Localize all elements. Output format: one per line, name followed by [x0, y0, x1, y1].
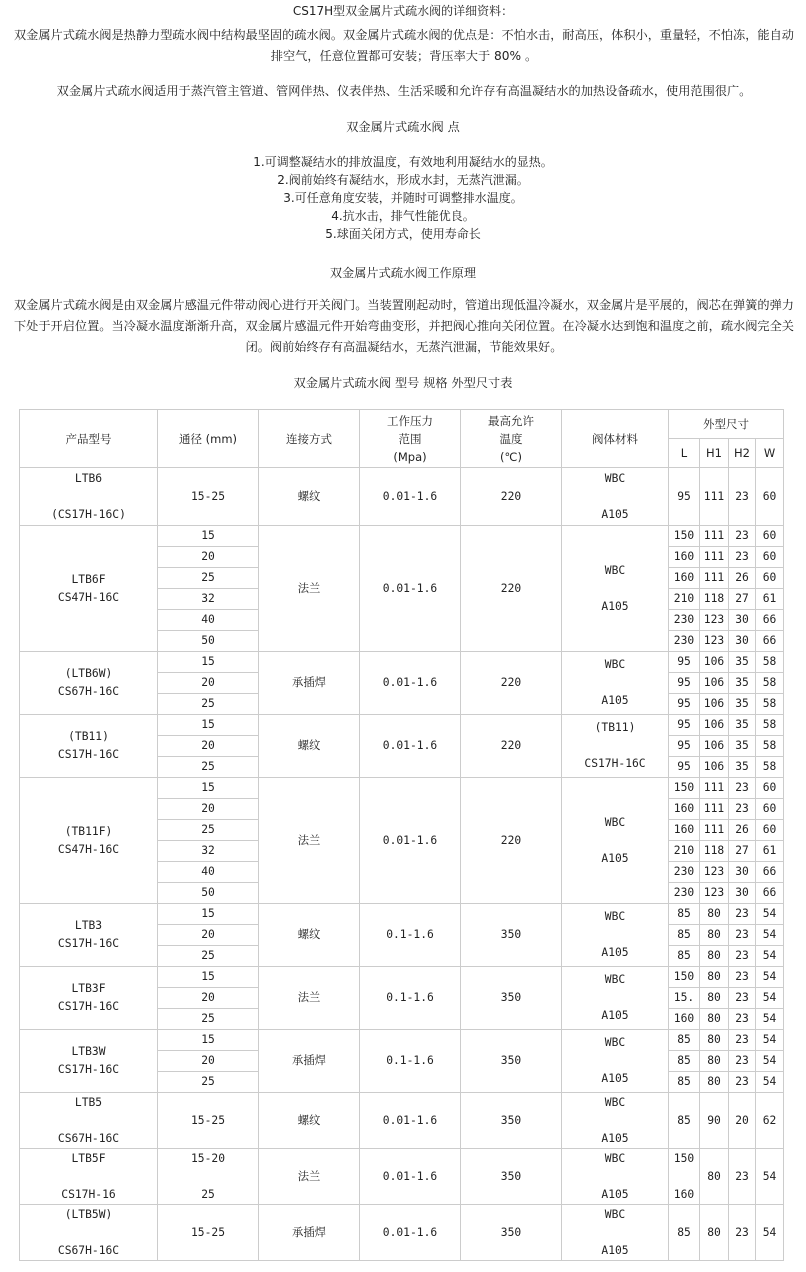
dim-L-cell: 230 — [669, 610, 700, 631]
dim-H1-cell: 106 — [700, 715, 729, 736]
pressure-cell: 0.01-1.6 — [360, 1149, 461, 1205]
dim-L-cell: 160 — [669, 799, 700, 820]
pressure-cell: 0.01-1.6 — [360, 1093, 461, 1149]
table-row — [20, 904, 784, 925]
dim-H1-cell: 123 — [700, 883, 729, 904]
dn-cell: 15 — [158, 652, 259, 673]
dim-L-cell: 160 — [669, 1009, 700, 1030]
dim-W-cell: 60 — [756, 820, 784, 841]
dim-H2-cell: 23 — [729, 1009, 756, 1030]
dim-W-cell: 60 — [756, 468, 784, 526]
pressure-cell: 0.01-1.6 — [360, 778, 461, 904]
dim-W-cell: 60 — [756, 568, 784, 589]
dim-H1-cell: 106 — [700, 757, 729, 778]
dim-H1-cell: 80 — [700, 1072, 729, 1093]
header-pressure: 工作压力 范围 (Mpa) — [360, 410, 461, 468]
feature-item: 5.球面关闭方式，使用寿命长 — [325, 227, 481, 241]
dim-W-cell: 54 — [756, 1205, 784, 1261]
dim-L-cell: 160 — [669, 568, 700, 589]
table-row — [20, 1149, 784, 1205]
dim-H1-cell: 80 — [700, 988, 729, 1009]
temperature-cell: 220 — [461, 468, 562, 526]
table-row — [20, 652, 784, 673]
dn-cell: 15 — [158, 904, 259, 925]
header-H1: H1 — [700, 439, 729, 468]
temperature-cell: 220 — [461, 778, 562, 904]
dim-H1-cell: 111 — [700, 526, 729, 547]
dim-H2-cell: 35 — [729, 694, 756, 715]
dn-cell: 15 — [158, 967, 259, 988]
table-row — [20, 715, 784, 736]
pressure-cell: 0.01-1.6 — [360, 1205, 461, 1261]
connection-cell: 螺纹 — [259, 715, 360, 778]
principle-paragraph: 双金属片式疏水阀是由双金属片感温元件带动阀心进行开关阀门。当装置刚起动时，管道出现低温冷凝水，双金属片是平展的，阀芯在弹簧的弹力下处于开启位置。当冷凝水温度渐渐升高，双金属片感温元件开始弯曲变形，并把阀心推向关闭位置。在冷凝水达到饱和温度之前，疏水阀完全关闭。阀前始终存有高温凝结水，无蒸汽泄漏，节能效果好。 — [14, 298, 794, 354]
dim-L-cell: 85 — [669, 1051, 700, 1072]
dim-H2-cell: 30 — [729, 883, 756, 904]
connection-cell: 螺纹 — [259, 1093, 360, 1149]
dim-H2-cell: 23 — [729, 925, 756, 946]
feature-item: 1.可调整凝结水的排放温度，有效地利用凝结水的显热。 — [253, 155, 553, 169]
dn-cell: 40 — [158, 862, 259, 883]
dim-W-cell: 58 — [756, 715, 784, 736]
dim-L-cell: 150 — [669, 526, 700, 547]
dim-W-cell: 66 — [756, 610, 784, 631]
pressure-cell: 0.01-1.6 — [360, 526, 461, 652]
header-H2: H2 — [729, 439, 756, 468]
dim-W-cell: 54 — [756, 1072, 784, 1093]
table-header — [20, 410, 784, 468]
connection-cell: 法兰 — [259, 778, 360, 904]
header-material: 阀体材料 — [562, 410, 669, 468]
connection-cell: 法兰 — [259, 526, 360, 652]
dn-cell: 15-20 25 — [158, 1149, 259, 1205]
dim-L-cell: 85 — [669, 925, 700, 946]
material-cell: WBC A105 — [562, 778, 669, 904]
dim-W-cell: 54 — [756, 925, 784, 946]
pressure-cell: 0.01-1.6 — [360, 652, 461, 715]
dim-L-cell: 230 — [669, 883, 700, 904]
dim-H2-cell: 27 — [729, 841, 756, 862]
dim-W-cell: 54 — [756, 1149, 784, 1205]
model-cell: (LTB6W) CS67H-16C — [20, 652, 158, 715]
header-connection: 连接方式 — [259, 410, 360, 468]
dim-H2-cell: 35 — [729, 715, 756, 736]
dim-W-cell: 54 — [756, 1030, 784, 1051]
dim-H2-cell: 23 — [729, 1149, 756, 1205]
dim-H1-cell: 123 — [700, 862, 729, 883]
dim-L-cell: 85 — [669, 1205, 700, 1261]
dim-H2-cell: 23 — [729, 1051, 756, 1072]
temperature-cell: 350 — [461, 904, 562, 967]
temperature-cell: 350 — [461, 1093, 562, 1149]
dim-W-cell: 60 — [756, 526, 784, 547]
dim-H1-cell: 118 — [700, 589, 729, 610]
header-dn: 通径 (mm) — [158, 410, 259, 468]
material-cell: WBC A105 — [562, 904, 669, 967]
dim-L-cell: 230 — [669, 631, 700, 652]
header-W: W — [756, 439, 784, 468]
dim-H2-cell: 23 — [729, 1205, 756, 1261]
dim-W-cell: 58 — [756, 736, 784, 757]
dim-L-cell: 95 — [669, 736, 700, 757]
dn-cell: 20 — [158, 925, 259, 946]
dim-H1-cell: 80 — [700, 1051, 729, 1072]
dim-H1-cell: 111 — [700, 547, 729, 568]
model-cell: LTB3F CS17H-16C — [20, 967, 158, 1030]
dim-H1-cell: 106 — [700, 673, 729, 694]
feature-item: 3.可任意角度安装，并随时可调整排水温度。 — [283, 191, 523, 205]
model-cell: LTB5 CS67H-16C — [20, 1093, 158, 1149]
dim-L-cell: 95 — [669, 694, 700, 715]
dim-H2-cell: 23 — [729, 1030, 756, 1051]
feature-item: 2.阀前始终有凝结水，形成水封，无蒸汽泄漏。 — [277, 173, 529, 187]
dim-H2-cell: 20 — [729, 1093, 756, 1149]
dim-H2-cell: 35 — [729, 673, 756, 694]
temperature-cell: 350 — [461, 1205, 562, 1261]
dim-H1-cell: 111 — [700, 468, 729, 526]
temperature-cell: 220 — [461, 715, 562, 778]
temperature-cell: 350 — [461, 1030, 562, 1093]
dim-L-cell: 95 — [669, 468, 700, 526]
pressure-cell: 0.01-1.6 — [360, 715, 461, 778]
dn-cell: 40 — [158, 610, 259, 631]
dn-cell: 32 — [158, 841, 259, 862]
dim-H2-cell: 30 — [729, 610, 756, 631]
dim-W-cell: 61 — [756, 589, 784, 610]
table-row — [20, 1093, 784, 1149]
model-cell: LTB6 (CS17H-16C) — [20, 468, 158, 526]
header-L: L — [669, 439, 700, 468]
dn-cell: 20 — [158, 1051, 259, 1072]
dim-W-cell: 54 — [756, 967, 784, 988]
dim-H2-cell: 30 — [729, 862, 756, 883]
dn-cell: 50 — [158, 631, 259, 652]
dn-cell: 25 — [158, 1072, 259, 1093]
table-row — [20, 1205, 784, 1261]
application-paragraph: 双金属片式疏水阀适用于蒸汽管主管道、管网伴热、仪表伴热、生活采暖和允许存有高温凝结水的加热设备疏水，使用范围很广。 — [56, 84, 752, 98]
dim-H2-cell: 23 — [729, 468, 756, 526]
material-cell: WBC A105 — [562, 1205, 669, 1261]
dim-H1-cell: 123 — [700, 631, 729, 652]
pressure-cell: 0.01-1.6 — [360, 468, 461, 526]
dim-L-cell: 85 — [669, 1030, 700, 1051]
dim-L-cell: 85 — [669, 946, 700, 967]
spec-table — [19, 409, 784, 1261]
dim-H1-cell: 80 — [700, 1030, 729, 1051]
pressure-cell: 0.1-1.6 — [360, 1030, 461, 1093]
dim-H2-cell: 23 — [729, 946, 756, 967]
dim-H2-cell: 35 — [729, 736, 756, 757]
header-temperature: 最高允许 温度 (℃) — [461, 410, 562, 468]
dim-W-cell: 60 — [756, 547, 784, 568]
material-cell: WBC A105 — [562, 526, 669, 652]
dim-L-cell: 85 — [669, 1093, 700, 1149]
dim-H2-cell: 35 — [729, 652, 756, 673]
dim-H1-cell: 90 — [700, 1093, 729, 1149]
feature-item: 4.抗水击，排气性能优良。 — [331, 209, 475, 223]
dn-cell: 25 — [158, 946, 259, 967]
connection-cell: 承插焊 — [259, 1030, 360, 1093]
table-row — [20, 526, 784, 547]
dim-W-cell: 54 — [756, 1051, 784, 1072]
dn-cell: 15 — [158, 778, 259, 799]
dim-H1-cell: 111 — [700, 799, 729, 820]
dn-cell: 20 — [158, 547, 259, 568]
dim-L-cell: 230 — [669, 862, 700, 883]
dn-cell: 15 — [158, 715, 259, 736]
connection-cell: 承插焊 — [259, 1205, 360, 1261]
dim-H1-cell: 123 — [700, 610, 729, 631]
connection-cell: 承插焊 — [259, 652, 360, 715]
table-heading: 双金属片式疏水阀 型号 规格 外型尺寸表 — [293, 376, 513, 390]
dn-cell: 15 — [158, 526, 259, 547]
table-row — [20, 468, 784, 526]
dim-W-cell: 66 — [756, 631, 784, 652]
table-row — [20, 1030, 784, 1051]
dim-H1-cell: 106 — [700, 694, 729, 715]
dim-L-cell: 85 — [669, 1072, 700, 1093]
connection-cell: 螺纹 — [259, 904, 360, 967]
model-cell: (TB11F) CS47H-16C — [20, 778, 158, 904]
dim-L-cell: 95 — [669, 757, 700, 778]
dim-L-cell: 150 — [669, 778, 700, 799]
dim-W-cell: 58 — [756, 673, 784, 694]
model-cell: (LTB5W) CS67H-16C — [20, 1205, 158, 1261]
dim-L-cell: 150 160 — [669, 1149, 700, 1205]
pressure-cell: 0.1-1.6 — [360, 904, 461, 967]
dim-H2-cell: 23 — [729, 904, 756, 925]
dim-H2-cell: 30 — [729, 631, 756, 652]
connection-cell: 螺纹 — [259, 468, 360, 526]
dn-cell: 25 — [158, 568, 259, 589]
dim-H2-cell: 23 — [729, 967, 756, 988]
dn-cell: 25 — [158, 757, 259, 778]
material-cell: WBC A105 — [562, 1093, 669, 1149]
dn-cell: 15-25 — [158, 468, 259, 526]
dim-W-cell: 54 — [756, 1009, 784, 1030]
dim-W-cell: 58 — [756, 757, 784, 778]
model-cell: LTB5F CS17H-16 — [20, 1149, 158, 1205]
pressure-cell: 0.1-1.6 — [360, 967, 461, 1030]
page-title: CS17H型双金属片式疏水阀的详细资料： — [292, 4, 514, 18]
dim-H2-cell: 23 — [729, 799, 756, 820]
principle-heading: 双金属片式疏水阀工作原理 — [329, 266, 477, 280]
dim-H2-cell: 27 — [729, 589, 756, 610]
dim-W-cell: 54 — [756, 988, 784, 1009]
table-row — [20, 967, 784, 988]
dim-H2-cell: 23 — [729, 778, 756, 799]
dim-H2-cell: 23 — [729, 1072, 756, 1093]
dim-W-cell: 60 — [756, 799, 784, 820]
header-dimensions: 外型尺寸 — [669, 410, 784, 439]
dim-H2-cell: 35 — [729, 757, 756, 778]
dn-cell: 20 — [158, 673, 259, 694]
dim-H2-cell: 23 — [729, 526, 756, 547]
temperature-cell: 350 — [461, 967, 562, 1030]
dim-L-cell: 85 — [669, 904, 700, 925]
temperature-cell: 350 — [461, 1149, 562, 1205]
dim-L-cell: 95 — [669, 715, 700, 736]
features-list — [0, 153, 806, 243]
dim-L-cell: 150 — [669, 967, 700, 988]
dim-H1-cell: 80 — [700, 925, 729, 946]
material-cell: WBC A105 — [562, 652, 669, 715]
dn-cell: 25 — [158, 1009, 259, 1030]
dim-L-cell: 95 — [669, 673, 700, 694]
dim-W-cell: 66 — [756, 862, 784, 883]
temperature-cell: 220 — [461, 652, 562, 715]
table-body — [20, 468, 784, 1261]
dim-W-cell: 58 — [756, 652, 784, 673]
dim-L-cell: 210 — [669, 589, 700, 610]
dim-H2-cell: 26 — [729, 820, 756, 841]
dim-W-cell: 60 — [756, 778, 784, 799]
features-heading: 双金属片式疏水阀 点 — [346, 120, 460, 134]
material-cell: WBC A105 — [562, 967, 669, 1030]
dim-L-cell: 160 — [669, 820, 700, 841]
dim-H1-cell: 111 — [700, 820, 729, 841]
dim-W-cell: 66 — [756, 883, 784, 904]
material-cell: WBC A105 — [562, 468, 669, 526]
dim-W-cell: 54 — [756, 946, 784, 967]
dn-cell: 15-25 — [158, 1093, 259, 1149]
material-cell: WBC A105 — [562, 1149, 669, 1205]
dim-H2-cell: 23 — [729, 547, 756, 568]
intro-paragraph: 双金属片式疏水阀是热静力型疏水阀中结构最坚固的疏水阀。双金属片式疏水阀的优点是：不怕水击，耐高压，体积小，重量轻，不怕冻，能自动排空气，任意位置都可安装；背压率大于 80% 。 — [14, 28, 794, 63]
dim-H1-cell: 80 — [700, 946, 729, 967]
dn-cell: 25 — [158, 820, 259, 841]
dim-H1-cell: 80 — [700, 967, 729, 988]
dim-H2-cell: 23 — [729, 988, 756, 1009]
dn-cell: 25 — [158, 694, 259, 715]
dim-L-cell: 15. — [669, 988, 700, 1009]
dim-H1-cell: 111 — [700, 778, 729, 799]
dim-H1-cell: 118 — [700, 841, 729, 862]
connection-cell: 法兰 — [259, 967, 360, 1030]
dim-L-cell: 160 — [669, 547, 700, 568]
dn-cell: 32 — [158, 589, 259, 610]
dim-W-cell: 54 — [756, 904, 784, 925]
temperature-cell: 220 — [461, 526, 562, 652]
model-cell: (TB11) CS17H-16C — [20, 715, 158, 778]
model-cell: LTB3 CS17H-16C — [20, 904, 158, 967]
dim-H1-cell: 80 — [700, 1205, 729, 1261]
dn-cell: 50 — [158, 883, 259, 904]
dim-H2-cell: 26 — [729, 568, 756, 589]
dim-H1-cell: 80 — [700, 1149, 729, 1205]
model-cell: LTB6F CS47H-16C — [20, 526, 158, 652]
dim-H1-cell: 106 — [700, 736, 729, 757]
material-cell: (TB11) CS17H-16C — [562, 715, 669, 778]
header-model: 产品型号 — [20, 410, 158, 468]
table-row — [20, 778, 784, 799]
dim-L-cell: 95 — [669, 652, 700, 673]
dn-cell: 15-25 — [158, 1205, 259, 1261]
dim-W-cell: 62 — [756, 1093, 784, 1149]
model-cell: LTB3W CS17H-16C — [20, 1030, 158, 1093]
dim-H1-cell: 80 — [700, 904, 729, 925]
dn-cell: 15 — [158, 1030, 259, 1051]
dn-cell: 20 — [158, 988, 259, 1009]
dn-cell: 20 — [158, 799, 259, 820]
connection-cell: 法兰 — [259, 1149, 360, 1205]
dn-cell: 20 — [158, 736, 259, 757]
material-cell: WBC A105 — [562, 1030, 669, 1093]
dim-H1-cell: 80 — [700, 1009, 729, 1030]
dim-W-cell: 58 — [756, 694, 784, 715]
dim-W-cell: 61 — [756, 841, 784, 862]
dim-H1-cell: 111 — [700, 568, 729, 589]
dim-H1-cell: 106 — [700, 652, 729, 673]
dim-L-cell: 210 — [669, 841, 700, 862]
